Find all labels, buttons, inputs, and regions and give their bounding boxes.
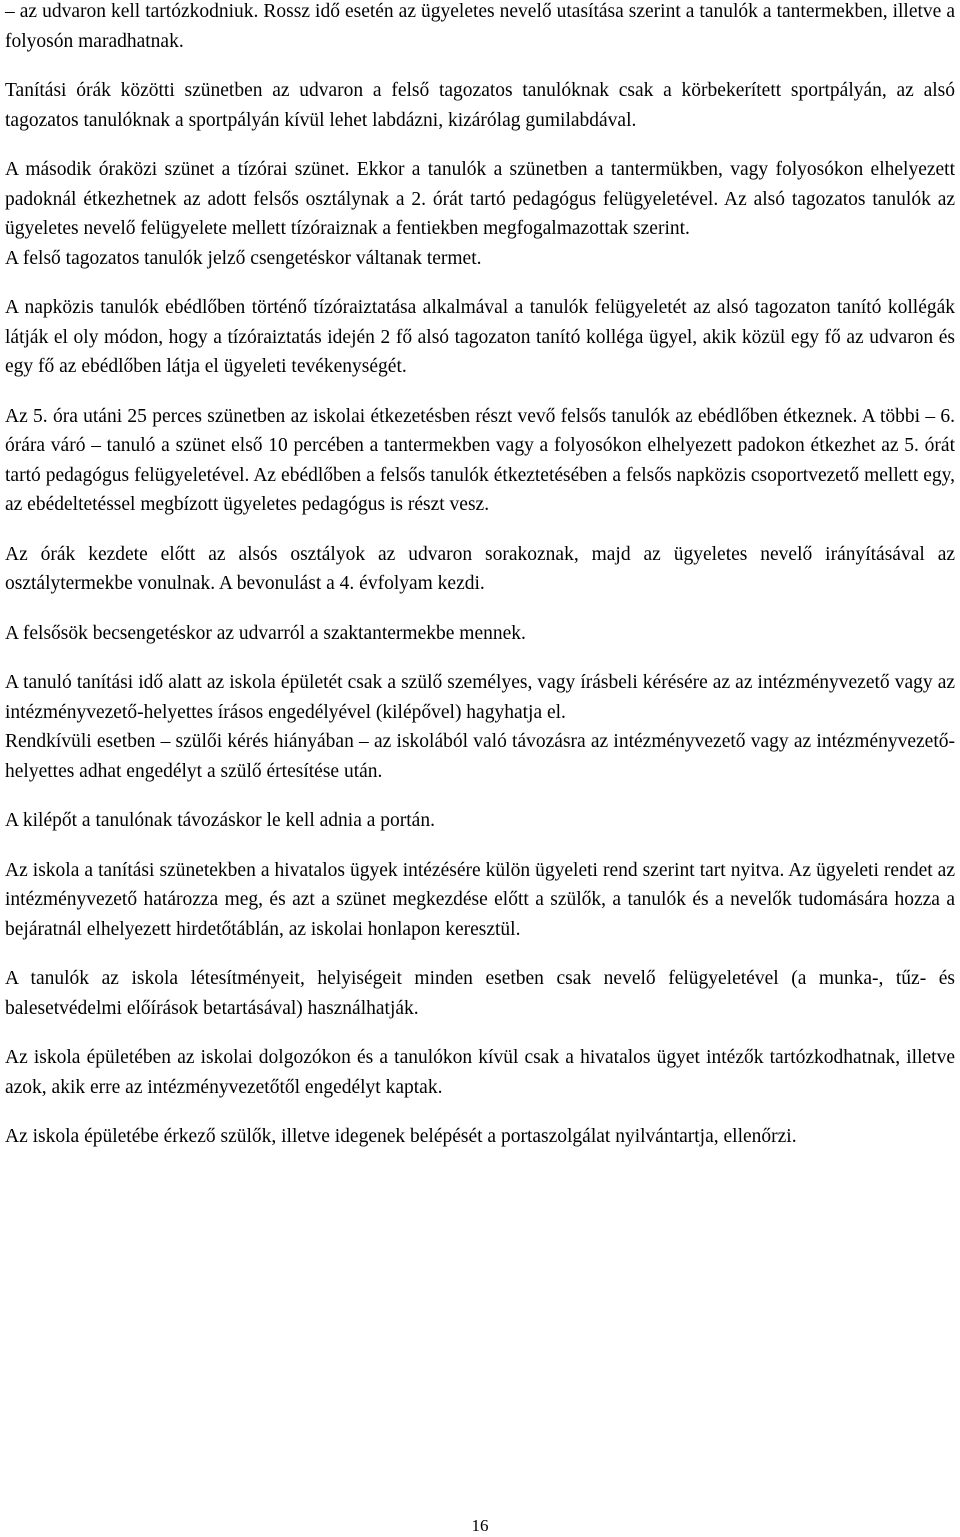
paragraph-leaving-building: A tanuló tanítási idő alatt az iskola épületét csak a szülő személyes, vagy írásbeli kérésére az az intézményvezető vagy az intézményvezető-helyettes írásos engedélyével (kilépővel) hagyhatja el.: [5, 672, 955, 723]
paragraph-building-access: Az iskola épületében az iskolai dolgozókon és a tanulókon kívül csak a hivatalos ügyet intézők tartózkodhatnak, illetve azok, akik erre az intézményvezetőtől engedélyt kaptak.: [5, 1047, 955, 1098]
paragraph-room-change: A felső tagozatos tanulók jelző csengetéskor váltanak termet.: [5, 247, 482, 269]
paragraph-exit-pass: A kilépőt a tanulónak távozáskor le kell adnia a portán.: [5, 810, 435, 831]
paragraph-yard-weather: – az udvaron kell tartózkodniuk. Rossz idő esetén az ügyeletes nevelő utasítása szerint a tanulók a tantermekben, illetve a folyosón maradhatnak.: [5, 1, 955, 52]
paragraph-lineup: Az órák kezdete előtt az alsós osztályok az udvaron sorakoznak, majd az ügyeletes nevelő irányításával az osztálytermekbe vonulnak. A bevonulást a 4. évfolyam kezdi.: [5, 543, 955, 594]
paragraph-exceptional: Rendkívüli esetben – szülői kérés hiányában – az iskolából való távozásra az intézményvezető vagy az intézményvezető-helyettes adhat engedélyt a szülő értesítése után.: [5, 731, 955, 782]
paragraph-lunch-break: Az 5. óra utáni 25 perces szünetben az iskolai étkezetésben részt vevő felsős tanulók az ebédlőben étkeznek. A többi – 6. órára váró – tanuló a szünet első 10 percében a tantermekben vagy a folyosókon elhelyezett padokon étkezhet az 5. órát tartó pedagógus felügyeletével. Az ebédlőben a felsős tanulók étkeztetésében a felsős napközis csoportvezető mellett egy, az ebédeltetéssel megbízott ügyeletes pedagógus is részt vesz.: [5, 405, 955, 515]
paragraph-upper-bell: A felsősök becsengetéskor az udvarról a szaktantermekbe mennek.: [5, 622, 526, 644]
page-number: 16: [471, 1516, 489, 1535]
paragraph-visitors: Az iskola épületébe érkező szülők, illetve idegenek belépését a portaszolgálat nyilvántartja, ellenőrzi.: [5, 1126, 797, 1147]
paragraph-facilities: A tanulók az iskola létesítményeit, helyiségeit minden esetben csak nevelő felügyeletével (a munka-, tűz- és balesetvédelmi előírások betartásával) használhatják.: [5, 968, 955, 1019]
document-page: [5, 0, 955, 1172]
paragraph-canteen-snack: A napközis tanulók ebédlőben történő tízóraiztatása alkalmával a tanulók felügyeletét az alsó tagozaton tanító kollégák látják el oly módon, hogy a tízóraiztatás idején 2 fő alsó tagozaton tanító kolléga ügyel, akik közül egy fő az udvaron és egy fő az ebédlőben látja el ügyeleti tevékenységét.: [5, 297, 955, 377]
paragraph-snack-break: A második óraközi szünet a tízórai szünet. Ekkor a tanulók a szünetben a tantermükben, vagy folyosókon elhelyezett padoknál étkezhetnek az adott felsős osztálynak a 2. órát tartó pedagógus felügyeletével. Az alsó tagozatos tanulók az ügyeletes nevelő felügyelete mellett tízóraiznak a fentiekben megfogalmazottak szerint.: [5, 159, 955, 239]
paragraph-holiday-office: Az iskola a tanítási szünetekben a hivatalos ügyek intézésére külön ügyeleti rend szerint tart nyitva. Az ügyeleti rendet az intézményvezető határozza meg, és azt a szünet megkezdése előtt a szülők, a tanulók és a nevelők tudomására hozza a bejáratnál elhelyezett hirdetőtáblán, az iskolai honlapon keresztül.: [5, 859, 955, 940]
paragraph-ball-games: Tanítási órák közötti szünetben az udvaron a felső tagozatos tanulóknak csak a körbekerített sportpályán, az alsó tagozatos tanulóknak a sportpályán kívül lehet labdázni, kizárólag gumilabdával.: [5, 80, 955, 131]
